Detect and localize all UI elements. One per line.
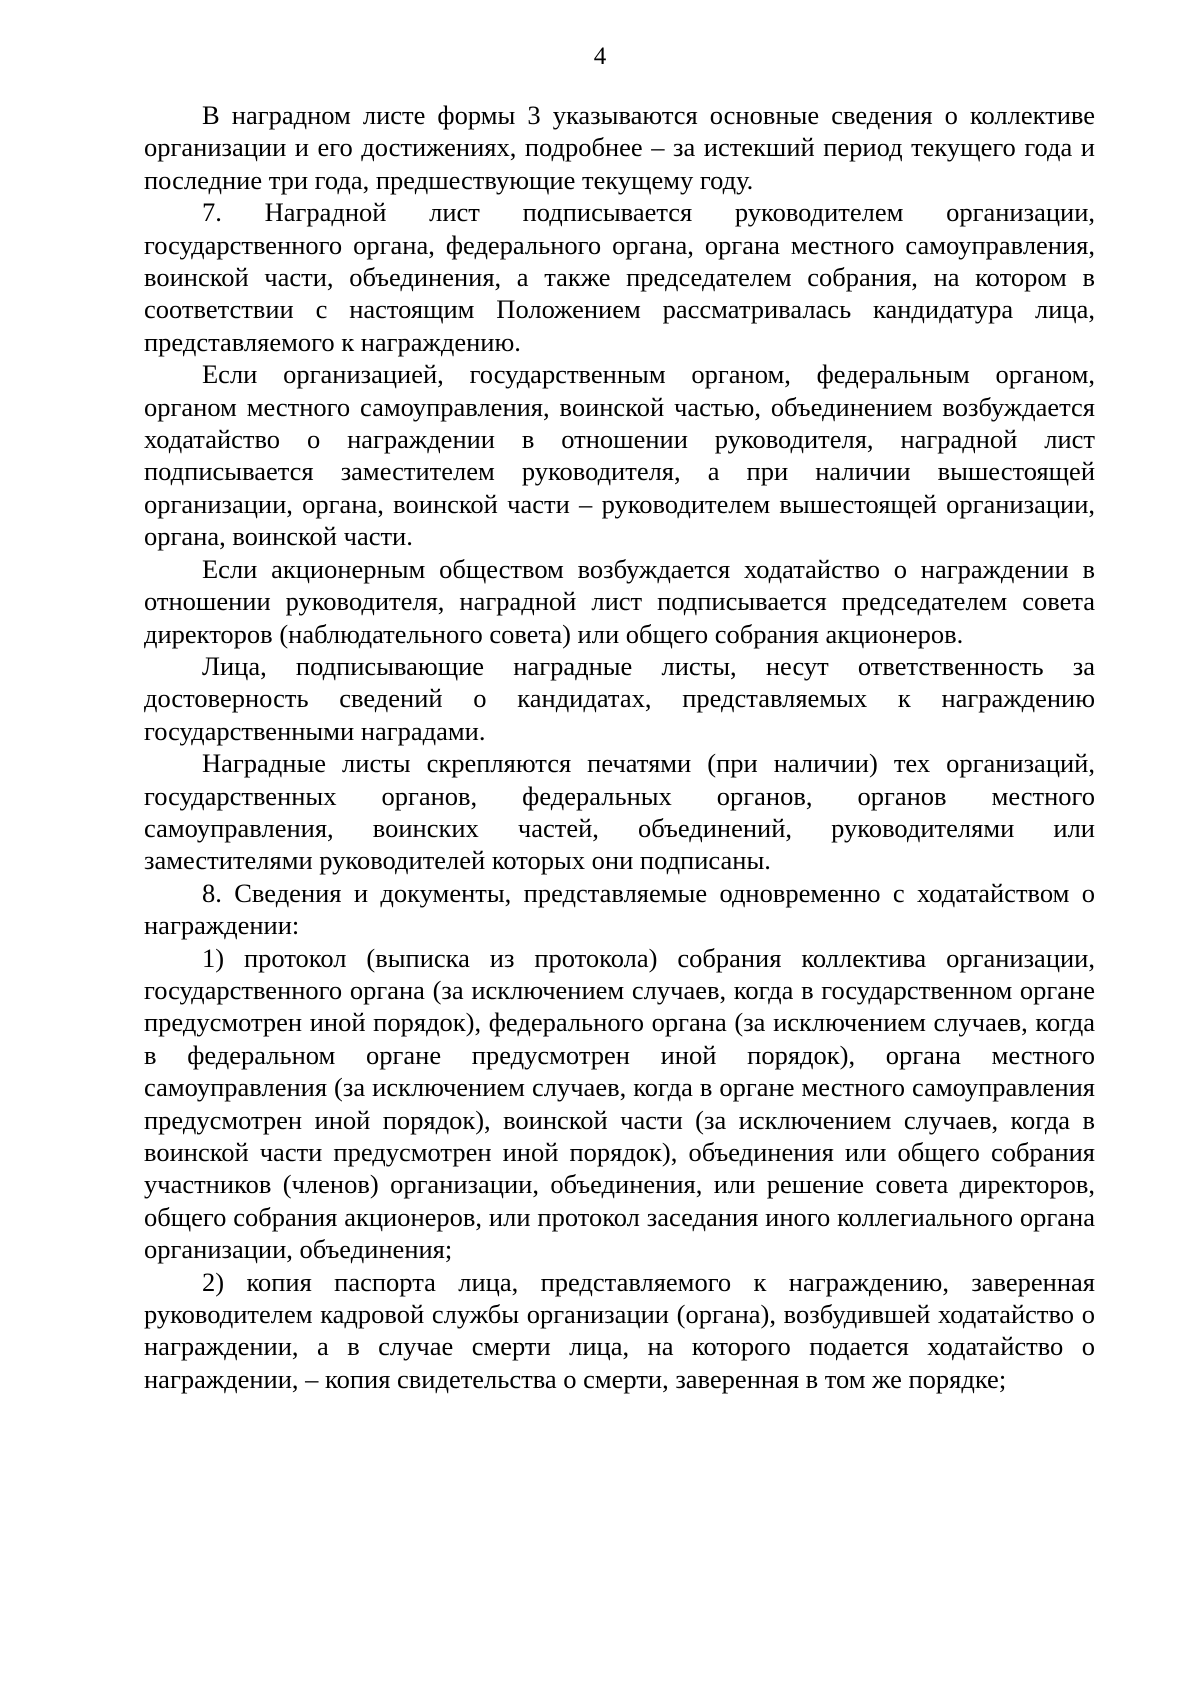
paragraph-item-8: 8. Сведения и документы, представляемые одновременно с ходатайством о награждении: <box>144 877 1095 941</box>
paragraph-joint-stock: Если акционерным обществом возбуждается ходатайство о награждении в отношении руководителя, наградной лист подписывается председателем совета директоров (наблюдательного совета) или общего собрания акционеров. <box>144 553 1095 649</box>
paragraph-head-signature: Если организацией, государственным органом, федеральным органом, органом местного самоуправления, воинской частью, объединением возбуждается ходатайство о награждении в отношении руководителя, наградной лист подписывается заместителем руководителя, а при наличии вышестоящей организации, органа, воинской части – руководителем вышестоящей организации, органа, воинской части. <box>144 359 1095 552</box>
list-item-protocol: 1) протокол (выписка из протокола) собрания коллектива организации, государственного органа (за исключением случаев, когда в государственном органе предусмотрен иной порядок), федерального органа (за исключением случаев, когда в федеральном органе предусмотрен иной порядок), органа местного самоуправления (за исключением случаев, когда в органе местного самоуправления предусмотрен иной порядок), воинской части (за исключением случаев, когда в воинской части предусмотрен иной порядок), объединения или общего собрания участников (членов) организации, объединения, или решение совета директоров, общего собрания акционеров, или протокол заседания иного коллегиального органа организации, объединения; <box>144 942 1095 1265</box>
paragraph-item-7: 7. Наградной лист подписывается руководителем организации, государственного органа, федерального органа, органа местного самоуправления, воинской части, объединения, а также председателем собрания, на котором в соответствии с настоящим Положением рассматривалась кандидатура лица, представляемого к награждению. <box>144 197 1095 357</box>
paragraph-responsibility: Лица, подписывающие наградные листы, несут ответственность за достоверность сведений о кандидатах, представляемых к награждению государственными наградами. <box>144 650 1095 746</box>
page-number: 4 <box>593 43 607 70</box>
paragraph-seals: Наградные листы скрепляются печатями (при наличии) тех организаций, государственных органов, федеральных органов, органов местного самоуправления, воинских частей, объединений, руководителями или заместителями руководителей которых они подписаны. <box>144 748 1095 876</box>
paragraph-award-form-3: В наградном листе формы 3 указываются основные сведения о коллективе организации и его достижениях, подробнее – за истекший период текущего года и последние три года, предшествующие текущему году. <box>144 100 1095 195</box>
list-item-passport-copy: 2) копия паспорта лица, представляемого к награждению, заверенная руководителем кадровой службы организации (органа), возбудившей ходатайство о награждении, а в случае смерти лица, на которого подается ходатайство о награждении, – копия свидетельства о смерти, заверенная в том же порядке; <box>144 1266 1095 1394</box>
document-body <box>144 99 1095 1395</box>
